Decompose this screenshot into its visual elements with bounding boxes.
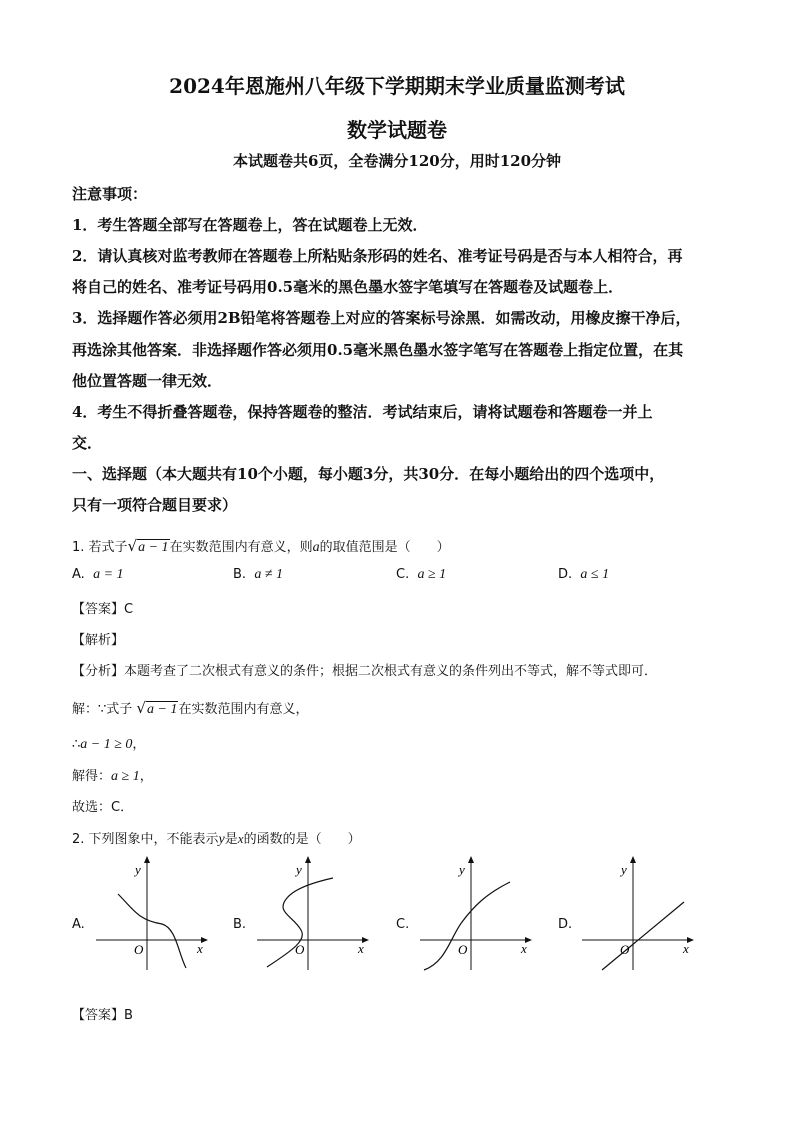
q2-graph-c [416, 852, 536, 972]
origin-label: O [295, 942, 305, 957]
q2-graph-d [578, 852, 698, 972]
origin-label: O [134, 942, 144, 957]
q1-radicand: a − 1 [138, 540, 169, 555]
note-line: 2．请认真核对监考教师在答题卷上所粘贴条形码的姓名、准考证号码是否与本人相符合，再 [72, 247, 683, 265]
y-axis-arrow-icon [305, 856, 311, 863]
q1-suffix: 的取值范围是（ ） [319, 540, 450, 555]
q1-fenxi: 【分析】本题考查了二次根式有意义的条件；根据二次根式有意义的条件列出不等式，解不等式即可． [72, 664, 658, 679]
exam-subtitle: 数学试题卷 [347, 118, 447, 142]
function-curve [118, 894, 186, 968]
note-line: 交． [72, 434, 103, 452]
section-heading-cont: 只有一项符合题目要求） [72, 496, 238, 514]
q1-conclusion: 故选：C． [72, 800, 134, 815]
q1-option-c: C. a ≥ 1 [396, 567, 447, 582]
section-heading: 一、选择题（本大题共有10个小题，每小题3分，共30分．在每小题给出的四个选项中， [72, 465, 665, 483]
q1-answer: 【答案】C [72, 602, 134, 617]
y-axis-arrow-icon [468, 856, 474, 863]
x-axis-label: x [197, 941, 203, 956]
q2-option-b-label: B. [233, 917, 247, 932]
exam-info: 本试题卷共6页，全卷满分120分，用时120分钟 [232, 152, 562, 170]
y-axis-label: y [296, 862, 302, 877]
q2-answer: 【答案】B [72, 1008, 133, 1023]
y-axis-arrow-icon [630, 856, 636, 863]
sqrt-icon: √ [127, 537, 138, 555]
q2-graph-a [92, 852, 212, 972]
note-line: 3．选择题作答必须用2B铅笔将答题卷上对应的答案标号涂黑．如需改动，用橡皮擦干净后， [72, 309, 691, 327]
note-line: 1．考生答题全部写在答题卷上，答在试题卷上无效． [72, 216, 428, 234]
q1-option-b: B. a ≠ 1 [233, 567, 284, 582]
q1-mid: 在实数范围内有意义，则 [169, 540, 313, 555]
q1-step1: ∴a − 1 ≥ 0， [72, 737, 146, 752]
function-line [602, 902, 684, 970]
origin-label: O [620, 942, 630, 957]
y-axis-label: y [135, 862, 141, 877]
exam-title: 2024年恩施州八年级下学期期末学业质量监测考试 [169, 74, 625, 98]
notes-heading: 注意事项： [72, 185, 148, 203]
q1-analysis: 【解析】 [72, 633, 125, 648]
q2-option-a-label: A. [72, 917, 85, 932]
q2-option-d-label: D. [558, 917, 573, 932]
x-axis-label: x [683, 941, 689, 956]
note-line: 他位置答题一律无效． [72, 372, 223, 390]
q1-option-a: A. a = 1 [72, 567, 124, 582]
q2-stem: 2. 下列图象中，不能表示y是x的函数的是（ ） [72, 831, 361, 847]
y-axis-label: y [459, 862, 465, 877]
origin-label: O [458, 942, 468, 957]
q1-prefix: 1. 若式子 [72, 540, 128, 555]
y-axis-label: y [621, 862, 627, 877]
q2-graph-b [253, 852, 373, 972]
q1-step2: 解得：a ≥ 1， [72, 769, 153, 784]
q1-stem [72, 536, 450, 556]
x-axis-label: x [358, 941, 364, 956]
note-line: 4．考生不得折叠答题卷，保持答题卷的整洁．考试结束后，请将试题卷和答题卷一并上 [72, 403, 653, 421]
q1-option-d: D. a ≤ 1 [558, 567, 610, 582]
note-line: 将自己的姓名、准考证号码用0.5毫米的黑色墨水签字笔填写在答题卷及试题卷上． [72, 278, 624, 296]
q1-var: a [312, 540, 320, 555]
q1-solution-line: 解：∵式子 √a − 1在实数范围内有意义， [72, 699, 309, 717]
sqrt-icon: √ [136, 699, 146, 717]
note-line: 再选涂其他答案．非选择题作答必须用0.5毫米黑色墨水签字笔写在答题卷上指定位置，在其 [72, 341, 684, 359]
y-axis-arrow-icon [144, 856, 150, 863]
q2-option-c-label: C. [396, 917, 410, 932]
x-axis-label: x [521, 941, 527, 956]
